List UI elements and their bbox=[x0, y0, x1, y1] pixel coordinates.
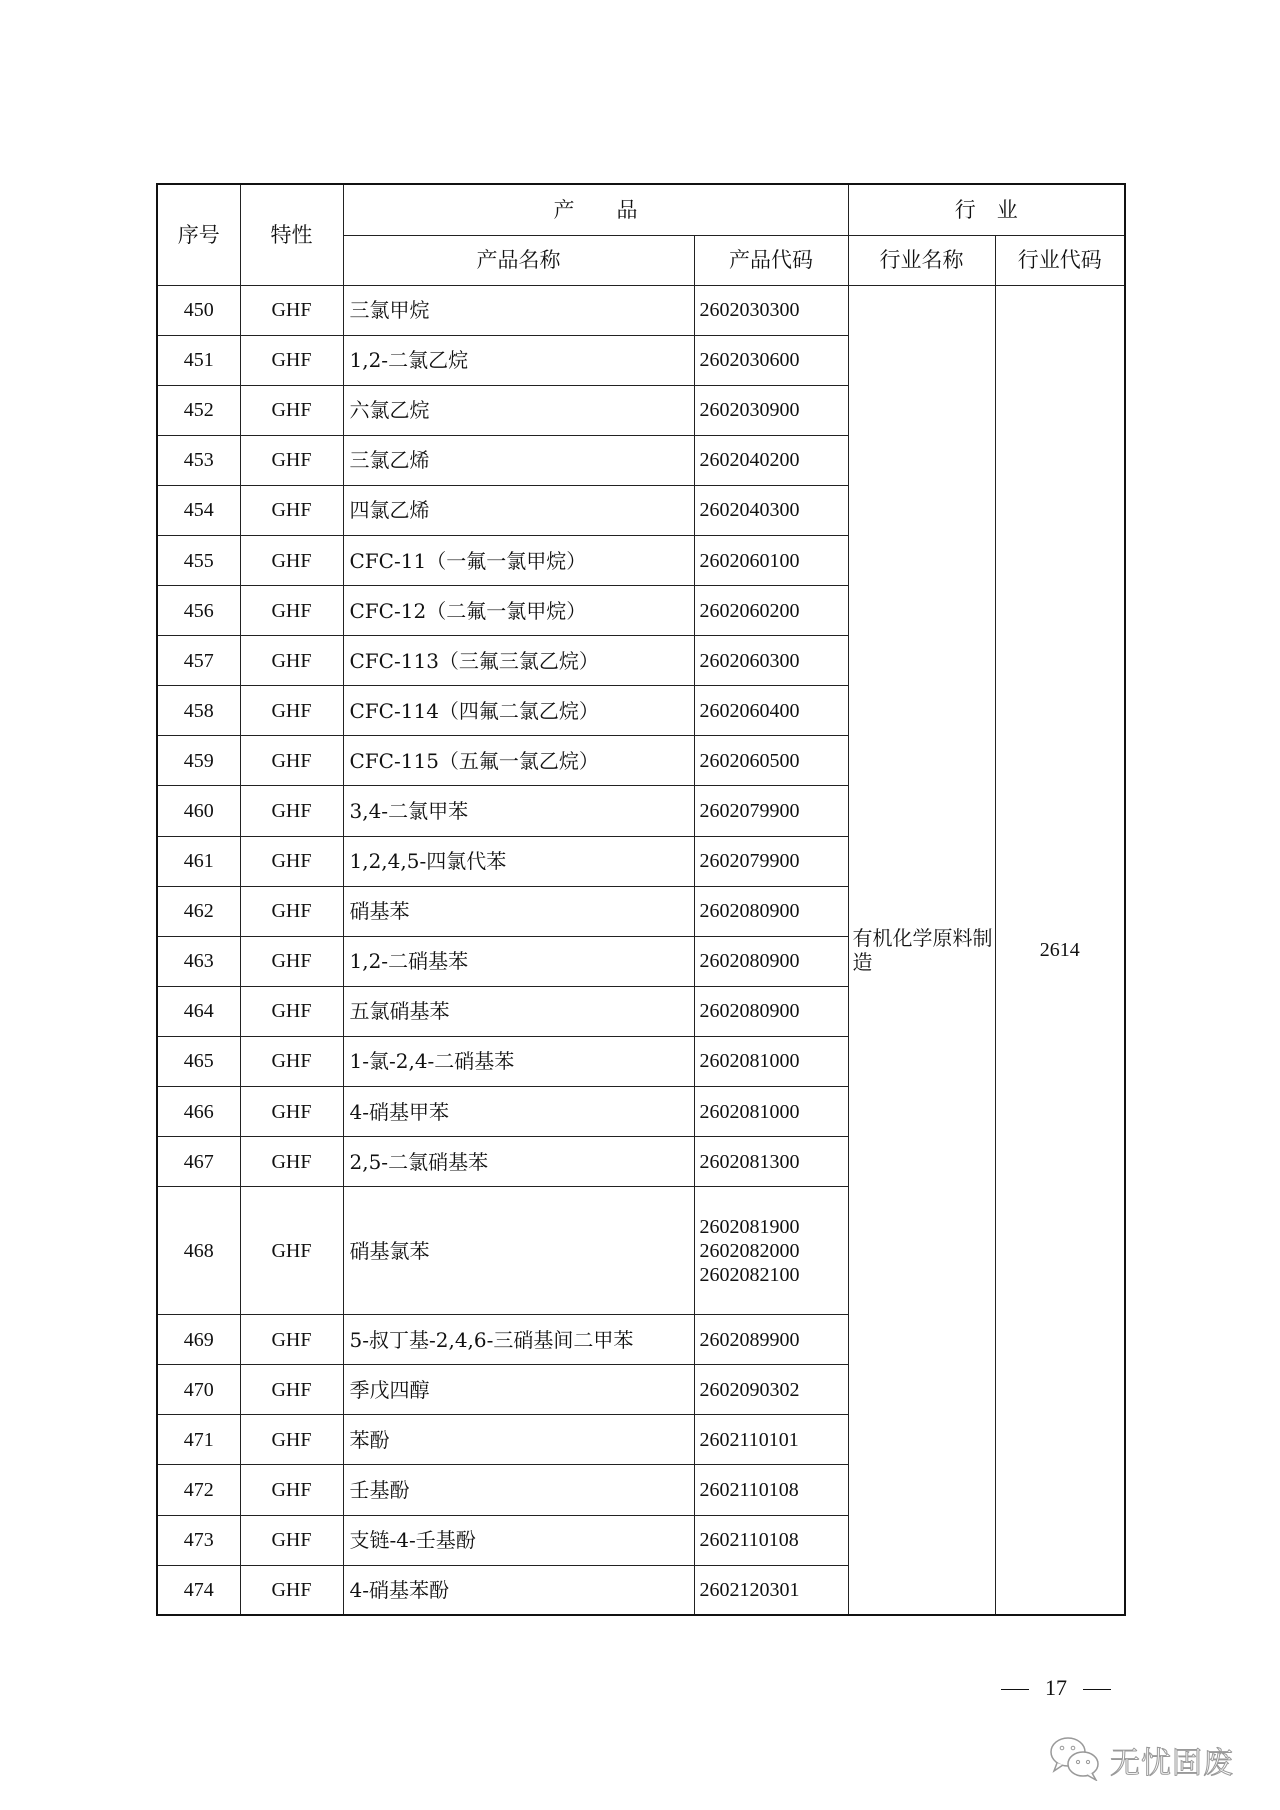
product-code-line: 2602080900 bbox=[699, 900, 800, 923]
product-code-line: 2602030300 bbox=[699, 299, 800, 322]
cell-product-name: 壬基酚 bbox=[343, 1465, 694, 1515]
cell-product-name: 2,5-二氯硝基苯 bbox=[343, 1137, 694, 1187]
product-code-line: 2602110108 bbox=[699, 1529, 799, 1552]
dash-right bbox=[1083, 1689, 1111, 1690]
cell-attribute: GHF bbox=[240, 936, 343, 986]
product-code-line: 2602080900 bbox=[699, 950, 800, 973]
cell-seq: 451 bbox=[157, 335, 240, 385]
cell-seq: 469 bbox=[157, 1315, 240, 1365]
cell-seq: 471 bbox=[157, 1415, 240, 1465]
header-industry-name: 行业名称 bbox=[848, 235, 995, 285]
cell-attribute: GHF bbox=[240, 986, 343, 1036]
cell-product-name: 硝基苯 bbox=[343, 886, 694, 936]
header-industry-code: 行业代码 bbox=[995, 235, 1125, 285]
cell-seq: 466 bbox=[157, 1087, 240, 1137]
cell-industry-code: 2614 bbox=[995, 285, 1125, 1615]
cell-product-name: 1-氯-2,4-二硝基苯 bbox=[343, 1036, 694, 1086]
cell-product-name: 1,2-二氯乙烷 bbox=[343, 335, 694, 385]
cell-seq: 470 bbox=[157, 1365, 240, 1415]
product-code-line: 2602030900 bbox=[699, 399, 800, 422]
cell-seq: 450 bbox=[157, 285, 240, 335]
cell-product-name: 4-硝基苯酚 bbox=[343, 1565, 694, 1615]
cell-product-name: 1,2-二硝基苯 bbox=[343, 936, 694, 986]
product-code-line: 2602030600 bbox=[699, 349, 800, 372]
cell-attribute: GHF bbox=[240, 836, 343, 886]
cell-seq: 452 bbox=[157, 385, 240, 435]
cell-seq: 462 bbox=[157, 886, 240, 936]
product-code-line: 2602082000 bbox=[699, 1239, 800, 1262]
cell-product-name: CFC-12（二氟一氯甲烷） bbox=[343, 586, 694, 636]
product-code-line: 2602060500 bbox=[699, 749, 800, 772]
cell-product-code bbox=[694, 435, 848, 485]
header-industry-group: 行 业 bbox=[848, 184, 1125, 235]
cell-seq: 467 bbox=[157, 1137, 240, 1187]
cell-product-code bbox=[694, 1415, 848, 1465]
cell-product-name: 季戊四醇 bbox=[343, 1365, 694, 1415]
page-number bbox=[985, 1675, 1127, 1701]
cell-seq: 457 bbox=[157, 636, 240, 686]
header-product-name: 产品名称 bbox=[343, 235, 694, 285]
watermark-text: 无忧固废 bbox=[1110, 1746, 1234, 1781]
product-code-line: 2602060300 bbox=[699, 649, 800, 672]
cell-product-name: CFC-114（四氟二氯乙烷） bbox=[343, 686, 694, 736]
cell-product-name: 六氯乙烷 bbox=[343, 385, 694, 435]
product-code-line: 2602110101 bbox=[699, 1428, 799, 1451]
product-code-line: 2602082100 bbox=[699, 1263, 800, 1286]
cell-product-code bbox=[694, 586, 848, 636]
cell-product-code bbox=[694, 736, 848, 786]
cell-product-code bbox=[694, 886, 848, 936]
cell-product-name: 苯酚 bbox=[343, 1415, 694, 1465]
cell-product-code bbox=[694, 1565, 848, 1615]
dash-left bbox=[1001, 1689, 1029, 1690]
cell-attribute: GHF bbox=[240, 435, 343, 485]
cell-seq: 461 bbox=[157, 836, 240, 886]
cell-product-code bbox=[694, 1187, 848, 1315]
cell-product-code bbox=[694, 1365, 848, 1415]
product-code-line: 2602110108 bbox=[699, 1479, 799, 1502]
cell-seq: 472 bbox=[157, 1465, 240, 1515]
cell-industry-name: 有机化学原料制造 bbox=[848, 285, 995, 1615]
cell-seq: 454 bbox=[157, 485, 240, 535]
product-code-line: 2602040300 bbox=[699, 499, 800, 522]
product-code-line: 2602080900 bbox=[699, 1000, 800, 1023]
cell-product-code bbox=[694, 836, 848, 886]
cell-attribute: GHF bbox=[240, 1365, 343, 1415]
product-code-line: 2602079900 bbox=[699, 799, 800, 822]
header-attribute: 特性 bbox=[240, 184, 343, 285]
cell-product-code bbox=[694, 1036, 848, 1086]
product-code-line: 2602081000 bbox=[699, 1100, 800, 1123]
cell-product-name: 5-叔丁基-2,4,6-三硝基间二甲苯 bbox=[343, 1315, 694, 1365]
cell-attribute: GHF bbox=[240, 335, 343, 385]
cell-product-code bbox=[694, 335, 848, 385]
cell-attribute: GHF bbox=[240, 636, 343, 686]
cell-attribute: GHF bbox=[240, 485, 343, 535]
cell-product-name: 五氯硝基苯 bbox=[343, 986, 694, 1036]
product-code-line: 2602081900 bbox=[699, 1215, 800, 1238]
wechat-icon bbox=[1048, 1735, 1102, 1785]
cell-product-code bbox=[694, 636, 848, 686]
cell-attribute: GHF bbox=[240, 1187, 343, 1315]
product-code-line: 2602079900 bbox=[699, 850, 800, 873]
cell-seq: 468 bbox=[157, 1187, 240, 1315]
cell-seq: 460 bbox=[157, 786, 240, 836]
cell-product-code bbox=[694, 1465, 848, 1515]
cell-attribute: GHF bbox=[240, 385, 343, 435]
cell-attribute: GHF bbox=[240, 1565, 343, 1615]
cell-seq: 473 bbox=[157, 1515, 240, 1565]
cell-attribute: GHF bbox=[240, 1465, 343, 1515]
cell-product-name: CFC-11（一氟一氯甲烷） bbox=[343, 535, 694, 585]
cell-product-code bbox=[694, 285, 848, 335]
cell-seq: 465 bbox=[157, 1036, 240, 1086]
cell-product-code bbox=[694, 1315, 848, 1365]
cell-product-code bbox=[694, 1087, 848, 1137]
cell-attribute: GHF bbox=[240, 886, 343, 936]
cell-product-name: 支链-4-壬基酚 bbox=[343, 1515, 694, 1565]
cell-product-code bbox=[694, 1515, 848, 1565]
cell-product-code bbox=[694, 686, 848, 736]
product-code-line: 2602060200 bbox=[699, 599, 800, 622]
cell-attribute: GHF bbox=[240, 535, 343, 585]
cell-attribute: GHF bbox=[240, 285, 343, 335]
cell-product-name: 四氯乙烯 bbox=[343, 485, 694, 535]
cell-seq: 464 bbox=[157, 986, 240, 1036]
cell-product-name: 3,4-二氯甲苯 bbox=[343, 786, 694, 836]
cell-attribute: GHF bbox=[240, 1137, 343, 1187]
cell-attribute: GHF bbox=[240, 686, 343, 736]
product-code-line: 2602060100 bbox=[699, 549, 800, 572]
cell-product-name: CFC-115（五氟一氯乙烷） bbox=[343, 736, 694, 786]
cell-attribute: GHF bbox=[240, 736, 343, 786]
table-row bbox=[157, 285, 1125, 335]
cell-product-name: 硝基氯苯 bbox=[343, 1187, 694, 1315]
page-number-text: 17 bbox=[1045, 1675, 1067, 1700]
cell-product-code bbox=[694, 535, 848, 585]
product-industry-table bbox=[156, 183, 1126, 1616]
product-code-line: 2602090302 bbox=[699, 1378, 800, 1401]
cell-seq: 458 bbox=[157, 686, 240, 736]
cell-seq: 459 bbox=[157, 736, 240, 786]
cell-product-code bbox=[694, 485, 848, 535]
cell-seq: 453 bbox=[157, 435, 240, 485]
product-code-line: 2602081300 bbox=[699, 1150, 800, 1173]
cell-product-name: 1,2,4,5-四氯代苯 bbox=[343, 836, 694, 886]
product-code-line: 2602081000 bbox=[699, 1050, 800, 1073]
product-code-line: 2602060400 bbox=[699, 699, 800, 722]
cell-product-code bbox=[694, 786, 848, 836]
cell-product-name: 三氯甲烷 bbox=[343, 285, 694, 335]
cell-product-code bbox=[694, 1137, 848, 1187]
cell-product-code bbox=[694, 936, 848, 986]
product-code-line: 2602040200 bbox=[699, 449, 800, 472]
watermark bbox=[1048, 1735, 1234, 1785]
cell-attribute: GHF bbox=[240, 586, 343, 636]
cell-seq: 474 bbox=[157, 1565, 240, 1615]
cell-attribute: GHF bbox=[240, 1515, 343, 1565]
cell-attribute: GHF bbox=[240, 1415, 343, 1465]
cell-product-name: CFC-113（三氟三氯乙烷） bbox=[343, 636, 694, 686]
cell-seq: 455 bbox=[157, 535, 240, 585]
cell-product-name: 4-硝基甲苯 bbox=[343, 1087, 694, 1137]
header-product-code: 产品代码 bbox=[694, 235, 848, 285]
cell-attribute: GHF bbox=[240, 1315, 343, 1365]
cell-attribute: GHF bbox=[240, 1036, 343, 1086]
table-body bbox=[157, 285, 1125, 1615]
product-code-line: 2602120301 bbox=[699, 1578, 800, 1601]
header-seq: 序号 bbox=[157, 184, 240, 285]
cell-attribute: GHF bbox=[240, 786, 343, 836]
cell-attribute: GHF bbox=[240, 1087, 343, 1137]
header-product-group: 产 品 bbox=[343, 184, 848, 235]
cell-seq: 463 bbox=[157, 936, 240, 986]
cell-product-code bbox=[694, 986, 848, 1036]
product-code-line: 2602089900 bbox=[699, 1328, 800, 1351]
cell-product-name: 三氯乙烯 bbox=[343, 435, 694, 485]
cell-product-code bbox=[694, 385, 848, 435]
cell-seq: 456 bbox=[157, 586, 240, 636]
